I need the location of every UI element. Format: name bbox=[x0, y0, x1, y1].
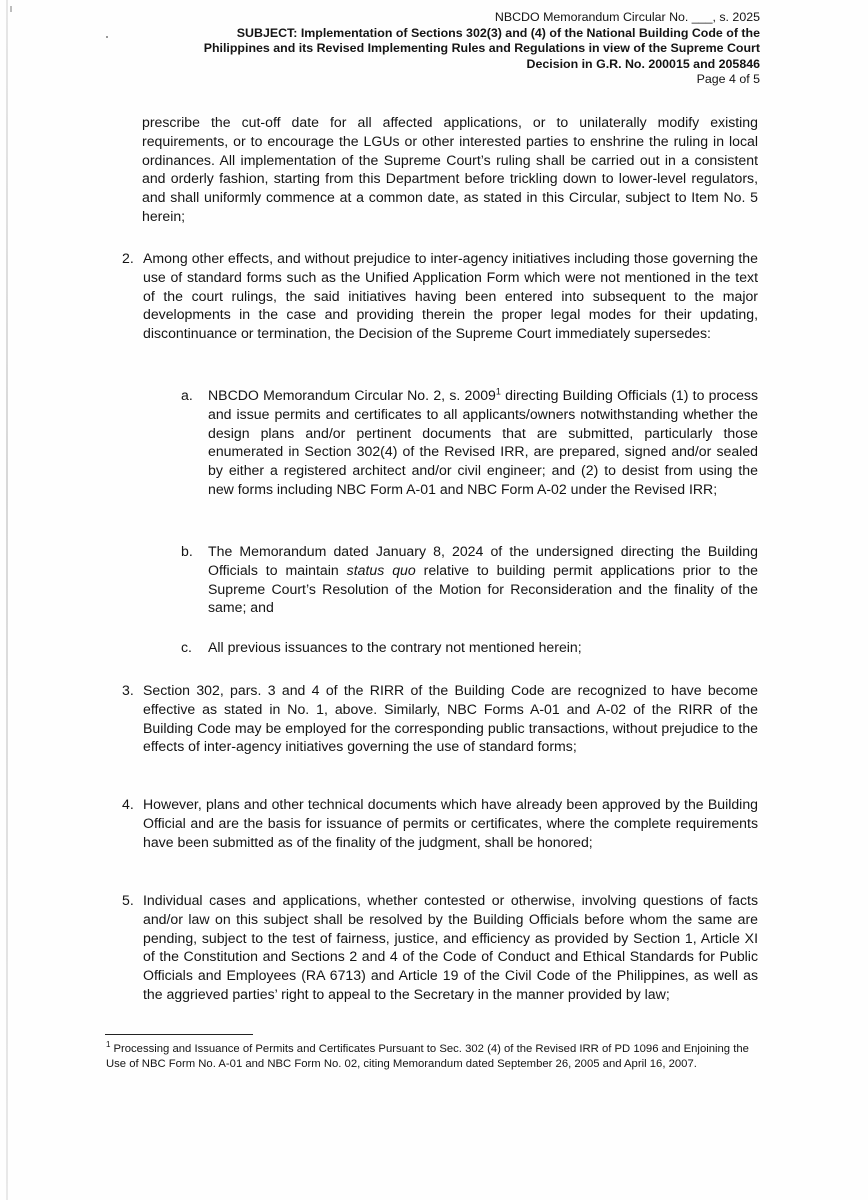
sub-item-b bbox=[181, 542, 758, 617]
subject-line-2: Philippines and its Revised Implementing Rules and Regulations in view of the Supreme Court bbox=[203, 41, 760, 55]
item-text: Individual cases and applications, whether contested or otherwise, involving questions of facts and/or law on this subject shall be resolved by the Building Officials before whom the same are pending, subject to the test of fairness, justice, and efficiency as provided by Section 1, Article XI of the Constitution and Sections 2 and 4 of the Code of Conduct and Ethical Standards for Public Officials and Employees (RA 6713) and Article 19 of the Civil Code of the Philippines, as well as the aggrieved parties’ right to appeal to the Secretary in the manner provided by law; bbox=[143, 892, 758, 1002]
item-number: 5. bbox=[122, 892, 134, 908]
item-number: 3. bbox=[122, 682, 134, 698]
subject-line-3: Decision in G.R. No. 200015 and 205846 bbox=[526, 56, 760, 71]
continuation-paragraph: prescribe the cut-off date for all affected applications, or to unilaterally modify existing requirements, or to encourage the LGUs or other interested parties to enshrine the ruling in local ordinances. All implementation of the Supreme Court’s ruling shall be carried out in a consistent and orderly fashion, starting from this Department before trickling down to lower-level regulators, and shall uniformly commence at a common date, as stated in this Circular, subject to Item No. 5 herein; bbox=[142, 114, 758, 224]
sub-item-b-text-rest: relative to building permit applications prior to the Supreme Court’s Resolution of the Motion for Reconsideration and the finality of the same; and bbox=[208, 561, 758, 616]
footnote bbox=[106, 1042, 762, 1071]
item-text: Section 302, pars. 3 and 4 of the RIRR of the Building Code are recognized to have become effective as stated in No. 1, above. Similarly, NBC Forms A-01 and A-02 of the RIRR of the Building Code may be employed for the corresponding public transactions, without prejudice to the effects of inter-agency initiatives governing the use of standard forms; bbox=[143, 682, 758, 755]
sub-item-letter: a. bbox=[181, 387, 193, 403]
sub-item-letter: c. bbox=[181, 639, 192, 655]
footnote-separator bbox=[105, 1034, 253, 1035]
item-number: 4. bbox=[122, 796, 134, 812]
sub-item-text: All previous issuances to the contrary not mentioned herein; bbox=[208, 639, 582, 655]
page-edge-shadow bbox=[6, 0, 8, 1200]
page-number: Page 4 of 5 bbox=[696, 72, 760, 86]
list-item-5 bbox=[122, 891, 758, 1004]
italic-phrase: status quo bbox=[346, 561, 416, 578]
list-item-3 bbox=[122, 681, 758, 756]
item-text: However, plans and other technical documents which have already been approved by the Building Official and are the basis for issuance of permits or certificates, where the complete requirements have been submitted as of the finality of the judgment, shall be honored; bbox=[143, 796, 758, 850]
item-text: Among other effects, and without prejudice to inter-agency initiatives including those governing the use of standard forms such as the Unified Application Form which were not mentioned in the text of the court rulings, the said initiatives having been entered into subsequent to the major developments in the case and providing therein the proper legal modes for their updating, discontinuance or termination, the Decision of the Supreme Court immediately supersedes: bbox=[143, 250, 758, 342]
sub-item-a-text-start: NBCDO Memorandum Circular No. 2, s. 2009 bbox=[208, 387, 496, 403]
subject-line-1: SUBJECT: Implementation of Sections 302(3) and (4) of the National Building Code of the bbox=[236, 25, 760, 40]
sub-item-c bbox=[181, 638, 758, 657]
footnote-text: Processing and Issuance of Permits and Certificates Pursuant to Sec. 302 (4) of the Revised IRR of PD 1096 and Enjoining the Use of NBC Form No. A-01 and NBC Form No. 02, citing Memorandum dated September 26, 2005 and April 16, 2007. bbox=[106, 1043, 749, 1070]
scan-mark bbox=[10, 6, 12, 12]
circular-number: NBCDO Memorandum Circular No. ___, s. 2025 bbox=[494, 10, 760, 24]
sub-item-b-text-start: The Memorandum dated January 8, 2024 of the undersigned directing the Building Officials to maintain bbox=[208, 543, 758, 578]
footnote-marker: 1 bbox=[106, 1040, 111, 1050]
item-number: 2. bbox=[122, 250, 134, 266]
sub-item-a-text-rest: directing Building Officials (1) to process and issue permits and certificates to all applicants/owners notwithstanding whether the design plans and/or pertinent documents that are submitted, particularly those enumerated in Section 302(4) of the Revised IRR, are prepared, signed and/or sealed by either a registered architect and/or civil engineer; and (2) to desist from using the new forms including NBC Form A-01 and NBC Form A-02 under the Revised IRR; bbox=[208, 387, 759, 497]
sub-item-text bbox=[208, 386, 758, 499]
page-header bbox=[100, 10, 760, 88]
list-item-4 bbox=[122, 795, 758, 851]
sub-item-text bbox=[208, 542, 758, 617]
sub-item-a bbox=[181, 386, 758, 499]
footnote-reference: 1 bbox=[495, 386, 501, 397]
list-item-2 bbox=[122, 249, 758, 343]
sub-item-letter: b. bbox=[181, 543, 193, 559]
